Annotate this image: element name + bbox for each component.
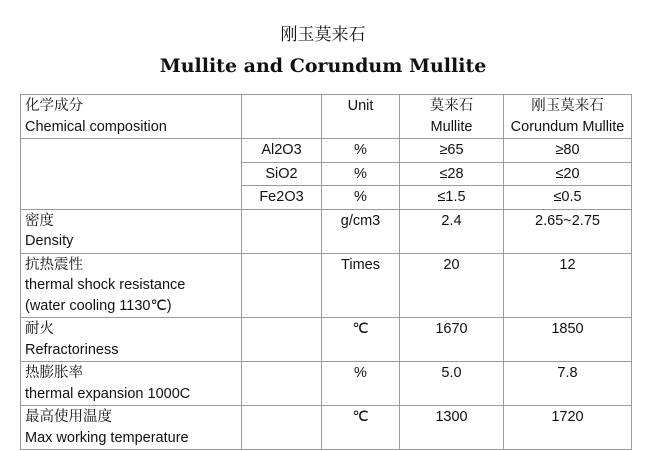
page-title-english: Mullite and Corundum Mullite xyxy=(159,55,487,77)
chemical-corundum-value: ≤20 xyxy=(504,162,632,186)
property-label-cell xyxy=(21,318,242,362)
property-name-cn: 耐火 xyxy=(25,321,54,337)
table-header-row xyxy=(21,95,632,139)
property-name-cn: 热膨胀率 xyxy=(25,365,83,381)
chemical-name: SiO2 xyxy=(242,162,322,186)
property-mullite-value: 1300 xyxy=(400,406,504,450)
chemical-unit: % xyxy=(322,139,400,163)
blank-cell xyxy=(242,318,322,362)
header-mullite-cell xyxy=(400,95,504,139)
property-unit: % xyxy=(322,362,400,406)
property-label-cell xyxy=(21,362,242,406)
chemical-corundum-value: ≥80 xyxy=(504,139,632,163)
header-property-cell xyxy=(21,95,242,139)
property-unit: ℃ xyxy=(322,406,400,450)
property-name-en: thermal shock resistance xyxy=(25,277,186,293)
property-name-cn: 抗热震性 xyxy=(25,256,83,273)
chemical-mullite-value: ≤28 xyxy=(400,162,504,186)
header-corundum-en: Corundum Mullite xyxy=(510,118,625,135)
table-row xyxy=(21,253,632,318)
table-row xyxy=(21,362,632,406)
chemical-name: Al2O3 xyxy=(242,139,322,163)
property-name-en: Max working temperature xyxy=(25,429,189,446)
page-title-chinese: 刚玉莫来石 xyxy=(280,25,366,45)
chemical-mullite-value: ≥65 xyxy=(400,139,504,163)
spec-table xyxy=(20,94,632,450)
header-unit-cell xyxy=(322,95,400,139)
header-unit: Unit xyxy=(347,98,374,114)
property-mullite-value: 5.0 xyxy=(400,362,504,406)
header-mullite-cn: 莫来石 xyxy=(429,98,474,114)
header-property-cn: 化学成分 xyxy=(25,98,83,114)
property-unit: ℃ xyxy=(322,318,400,362)
property-name-cn: 最高使用温度 xyxy=(25,409,112,425)
header-blank-cell xyxy=(242,95,322,139)
table-row xyxy=(21,406,632,450)
property-unit: g/cm3 xyxy=(322,209,400,253)
property-corundum-value: 1850 xyxy=(504,318,632,362)
header-property-en: Chemical composition xyxy=(25,118,167,135)
header-corundum-cn: 刚玉莫来石 xyxy=(531,98,604,114)
header-mullite-en: Mullite xyxy=(430,118,473,135)
blank-cell xyxy=(242,209,322,253)
chemical-mullite-value: ≤1.5 xyxy=(400,186,504,210)
chemical-name: Fe2O3 xyxy=(242,186,322,210)
table-row xyxy=(21,139,632,163)
chemical-corundum-value: ≤0.5 xyxy=(504,186,632,210)
table-row xyxy=(21,318,632,362)
property-corundum-value: 1720 xyxy=(504,406,632,450)
property-name-en: Refractoriness xyxy=(25,341,119,358)
blank-cell xyxy=(242,253,322,318)
property-corundum-value: 7.8 xyxy=(504,362,632,406)
property-corundum-value: 2.65~2.75 xyxy=(504,209,632,253)
property-label-cell xyxy=(21,253,242,318)
property-name-en-detail: (water cooling 1130℃) xyxy=(25,297,172,314)
header-corundum-cell xyxy=(504,95,632,139)
property-name-en: Density xyxy=(25,233,74,249)
property-label-cell xyxy=(21,406,242,450)
table-row xyxy=(21,209,632,253)
property-unit: Times xyxy=(322,253,400,318)
property-label-cell xyxy=(21,209,242,253)
chemical-unit: % xyxy=(322,186,400,210)
property-name-cn: 密度 xyxy=(25,212,54,229)
blank-cell xyxy=(242,362,322,406)
property-name-en: thermal expansion 1000C xyxy=(25,385,191,402)
chemical-blank-cell xyxy=(21,139,242,210)
blank-cell xyxy=(242,406,322,450)
property-mullite-value: 2.4 xyxy=(400,209,504,253)
chemical-unit: % xyxy=(322,162,400,186)
property-mullite-value: 20 xyxy=(400,253,504,318)
property-mullite-value: 1670 xyxy=(400,318,504,362)
property-corundum-value: 12 xyxy=(504,253,632,318)
